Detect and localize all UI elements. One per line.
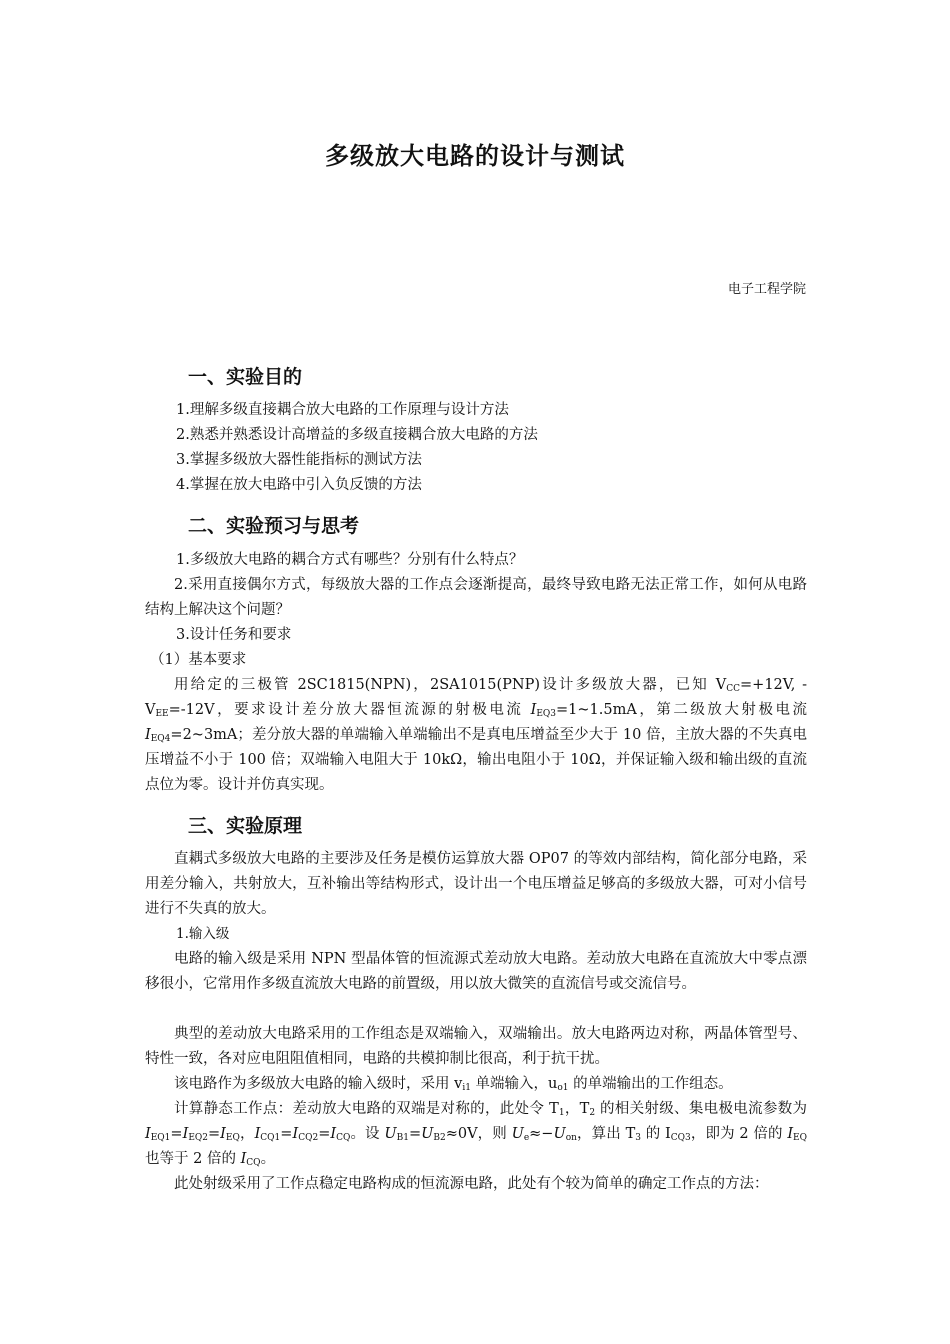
subsection-input-stage: 1.输入级 bbox=[176, 926, 230, 942]
list-item: 4.掌握在放大电路中引入负反馈的方法 bbox=[176, 477, 422, 493]
list-item: 3.掌握多级放大器性能指标的测试方法 bbox=[176, 452, 422, 468]
principle-paragraph-4: 该电路作为多级放大电路的输入级时，采用 $v_{i1}$ 单端输入，$u_{o1}$ 的单端输出的工作组态。 bbox=[174, 1076, 733, 1093]
list-item: 2.熟悉并熟悉设计高增益的多级直接耦合放大电路的方法 bbox=[176, 427, 538, 443]
principle-paragraph-3: 典型的差动放大电路采用的工作组态是双端输入，双端输出。放大电路两边对称，两晶体管型号、特性一致，各对应电阻阻值相同，电路的共模抑制比很高，利于抗干扰。 bbox=[145, 1026, 807, 1067]
question-1: 1.多级放大电路的耦合方式有哪些？分别有什么特点？ bbox=[176, 552, 524, 568]
principle-paragraph-5: 计算静态工作点：差动放大电路的双端是对称的，此处令 $T_1$，$T_2$ 的相关射级、集电极电流参数为 $I_{EQ1}=I_{EQ2}=I_{EQ}$，$I_{CQ1}=I_{CQ2}=I_{CQ}$。设 $U_{B1}=U_{B2}\approx 0V$，则 $U_e\approx-U_{on}$，算出 $T_3$ 的 $I_{CQ3}$，即为 2 倍的 $I_{EQ}$ 也等于 2 倍的 $I_{CQ}$。 bbox=[145, 1101, 808, 1168]
principle-paragraph-6: 此处射级采用了工作点稳定电路构成的恒流源电路，此处有个较为简单的确定工作点的方法： bbox=[174, 1176, 769, 1192]
principle-paragraph-1: 直耦式多级放大电路的主要涉及任务是模仿运算放大器 OP07 的等效内部结构，简化部分电路，采用差分输入，共射放大，互补输出等结构形式，设计出一个电压增益足够高的多级放大器，可对小信号进行不失真的放大。 bbox=[145, 851, 807, 917]
document-title: 多级放大电路的设计与测试 bbox=[325, 142, 625, 170]
requirement-paragraph: 用给定的三极管 2SC1815(NPN)，2SA1015(PNP)设计多级放大器，已知 $V_{CC}=+12V$, $-V_{EE}=-12V$，要求设计差分放大器恒流源的射极电流 $I_{EQ3}=1\sim 1.5mA$，第二级放大射极电流 $I_{EQ4}=2\sim 3mA$；差分放大器的单端输入单端输出不是真电压增益至少大于 10 倍，主放大器的不失真电压增益不小于 100 倍；双端输入电阻大于 10kΩ，输出电阻小于 10Ω，并保证输入级和输出级的直流点位为零。设计并仿真实现。 bbox=[145, 677, 807, 793]
section-heading-objectives: 一、实验目的 bbox=[188, 366, 303, 388]
basic-requirement-label: （1）基本要求 bbox=[150, 652, 247, 668]
section-heading-principle: 三、实验原理 bbox=[188, 815, 303, 837]
question-2: 2.采用直接偶尔方式，每级放大器的工作点会逐渐提高，最终导致电路无法正常工作，如何从电路结构上解决这个问题？ bbox=[145, 577, 807, 618]
section-heading-preview: 二、实验预习与思考 bbox=[188, 515, 360, 537]
principle-paragraph-2: 电路的输入级是采用 NPN 型晶体管的恒流源式差动放大电路。差动放大电路在直流放大中零点漂移很小，它常用作多级直流放大电路的前置级，用以放大微笑的直流信号或交流信号。 bbox=[145, 951, 807, 992]
list-item: 1.理解多级直接耦合放大电路的工作原理与设计方法 bbox=[176, 402, 509, 418]
affiliation: 电子工程学院 bbox=[727, 282, 806, 297]
question-3: 3.设计任务和要求 bbox=[176, 627, 292, 643]
